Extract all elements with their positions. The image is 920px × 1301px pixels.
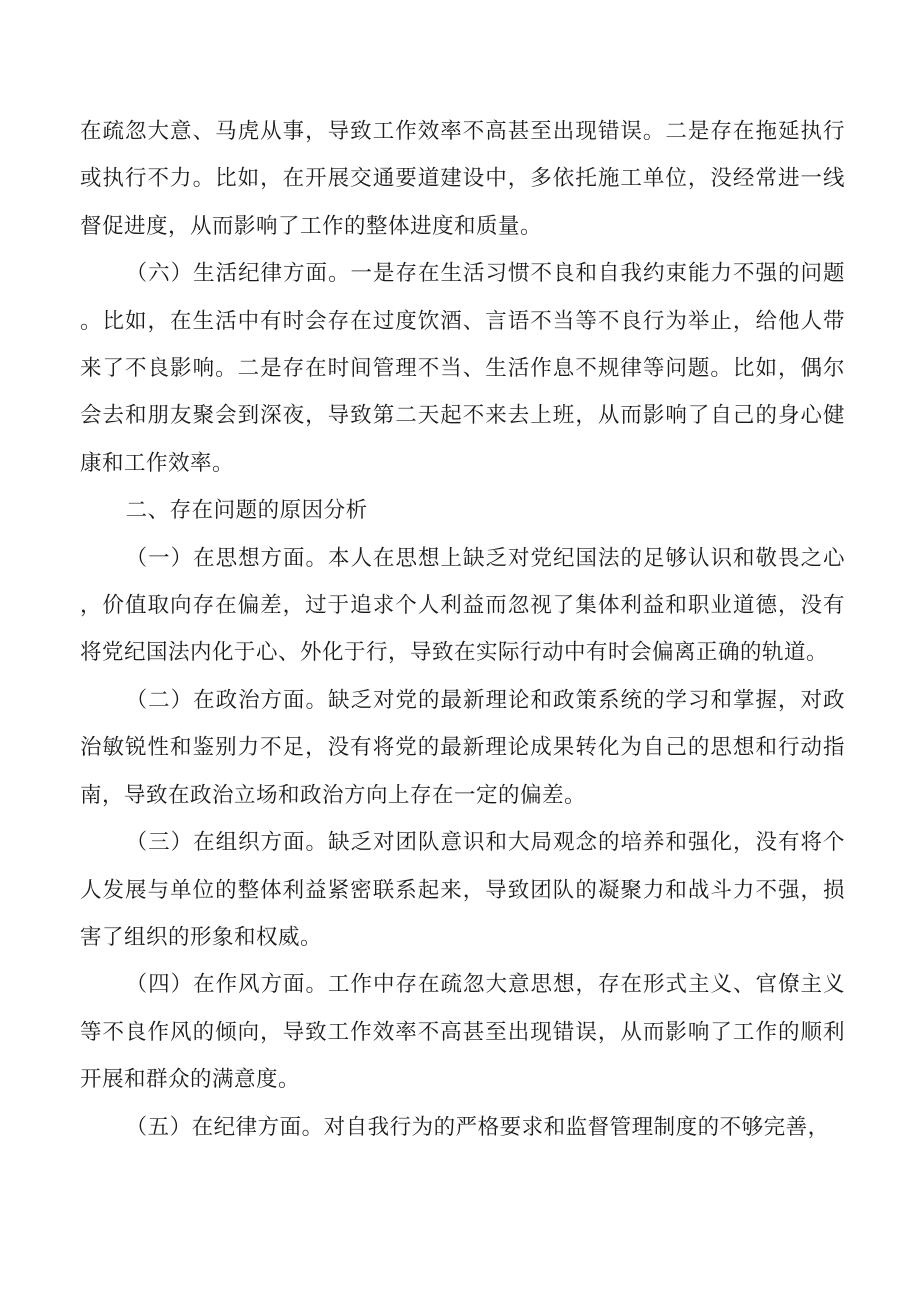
paragraph-ideology: （一）在思想方面。本人在思想上缺乏对党纪国法的足够认识和敬畏之心，价值取向存在偏差，过于追求个人利益而忽视了集体利益和职业道德，没有将党纪国法内化于心、外化于行，导致在实际行动中有时会偏离正确的轨道。: [80, 545, 845, 666]
section-heading-cause-analysis: 二、存在问题的原因分析: [125, 498, 368, 524]
paragraph-work-style: （四）在作风方面。工作中存在疏忽大意思想，存在形式主义、官僚主义等不良作风的倾向，导致工作效率不高甚至出现错误，从而影响了工作的顺利开展和群众的满意度。: [80, 972, 845, 1093]
paragraph-life-discipline: （六）生活纪律方面。一是存在生活习惯不良和自我约束能力不强的问题。比如，在生活中有时会存在过度饮酒、言语不当等不良行为举止，给他人带来了不良影响。二是存在时间管理不当、生活作息不规律等问题。比如，偶尔会去和朋友聚会到深夜，导致第二天起不来去上班，从而影响了自己的身心健康和工作效率。: [80, 261, 845, 476]
paragraph-politics: （二）在政治方面。缺乏对党的最新理论和政策系统的学习和掌握，对政治敏锐性和鉴别力不足，没有将党的最新理论成果转化为自己的思想和行动指南，导致在政治立场和政治方向上存在一定的偏差。: [80, 687, 845, 808]
paragraph-work-discipline-continued: 在疏忽大意、马虎从事，导致工作效率不高甚至出现错误。二是存在拖延执行或执行不力。比如，在开展交通要道建设中，多依托施工单位，没经常进一线督促进度，从而影响了工作的整体进度和质量。: [80, 119, 845, 239]
document-body: [80, 108, 845, 1151]
paragraph-discipline: （五）在纪律方面。对自我行为的严格要求和监督管理制度的不够完善，: [125, 1114, 830, 1140]
paragraph-organization: （三）在组织方面。缺乏对团队意识和大局观念的培养和强化，没有将个人发展与单位的整体利益紧密联系起来，导致团队的凝聚力和战斗力不强，损害了组织的形象和权威。: [80, 830, 845, 950]
